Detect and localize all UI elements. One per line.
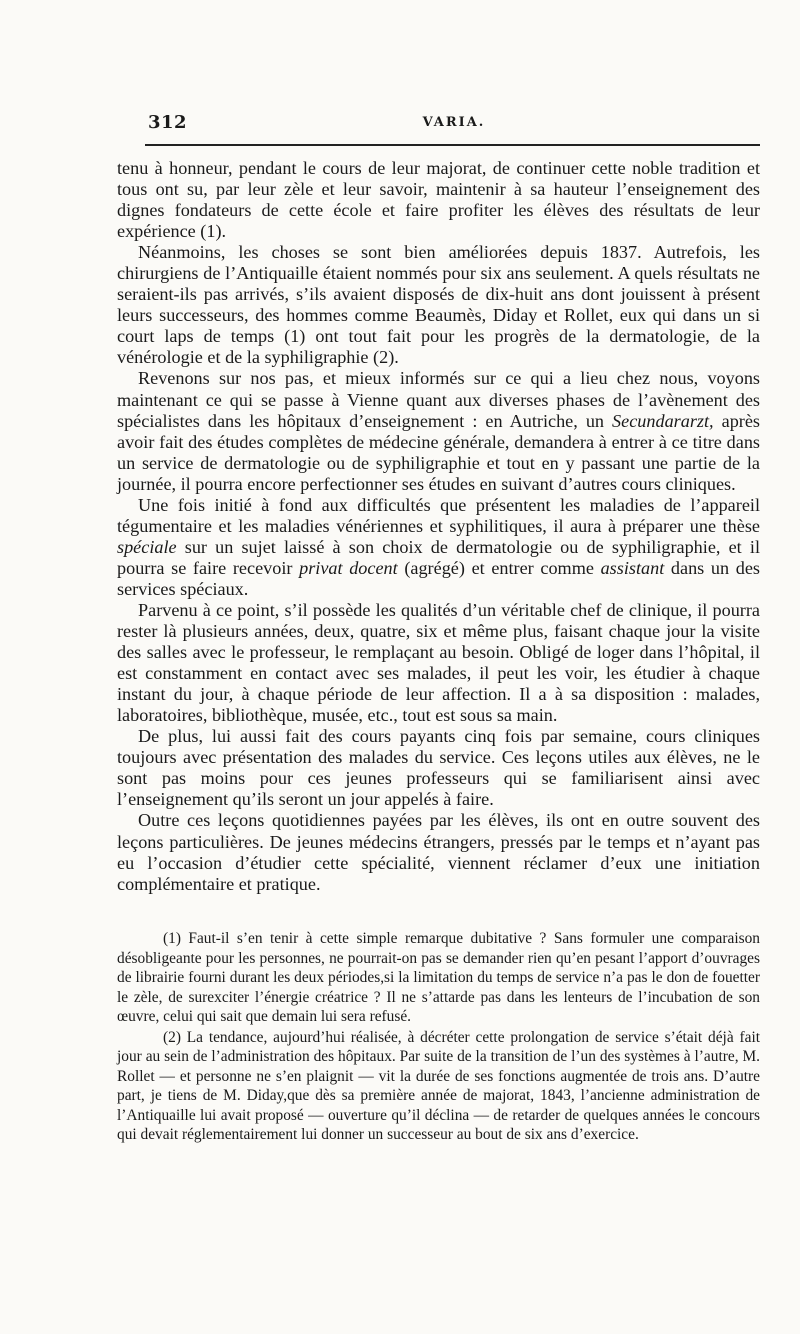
text-run: tenu à honneur, pendant le cours de leur majorat, de continuer cette noble tradition et tous ont su, par leur zèle et leur savoir, maintenir à sa hauteur l’enseignement des dignes fondateurs de cette école et faire profiter les élèves des résultats de leur expérience (1). <box>117 158 760 242</box>
footnotes <box>117 929 760 1146</box>
main-text <box>117 158 760 895</box>
italic-text: spéciale <box>117 536 177 557</box>
footnote: (2) La tendance, aujourd’hui réalisée, à décréter cette prolongation de service s’était déjà fait jour au sein de l’administration des hôpitaux. Par suite de la transition de l’un des systèmes à l’autre, M. Rollet — et personne ne s’en plaignit — vit la durée de ses fonctions augmentée de trois ans. D’autre part, je tiens de M. Diday,que dès sa première année de majorat, 1843, l’ancienne administration de l’Antiquaille lui avait proposé — ouverture qu’il déclina — de retarder de quelques années le concours qui devait réglementairement lui donner un successeur au bout de six ans d’exercice. <box>117 1028 760 1143</box>
text-run: Néanmoins, les choses se sont bien améliorées depuis 1837. Autrefois, les chirurgiens de l’Antiquaille étaient nommés pour six ans seulement. A quels résultats ne seraient-ils pas arrivés, s’ils avaient disposés de dix-huit ans dont jouissent à présent leurs successeurs, des hommes comme Beaumès, Diday et Rollet, eux qui dans un si court laps de temps (1) ont tout fait pour les progrès de la dermatologie, de la vénérologie et de la syphiligraphie (2). <box>117 242 760 368</box>
page-header <box>148 112 760 140</box>
page-number: 312 <box>148 112 188 133</box>
body-paragraph <box>117 158 760 242</box>
italic-text: Secundararzt, <box>612 410 714 431</box>
body-paragraph <box>117 368 760 494</box>
body-paragraph <box>117 600 760 726</box>
body-paragraph <box>117 726 760 810</box>
footnote: (1) Faut-il s’en tenir à cette simple remarque dubitative ? Sans formuler une comparaison désobligeante pour les personnes, ne pourrait-on pas se demander rien qu’en pesant l’apport d’ouvrages de librairie fourni durant les deux périodes,si la limitation du temps de service n’a pas le don de fouetter le zèle, de surexciter l’énergie créatrice ? Il ne s’attarde pas dans les lenteurs de l’incubation de son œuvre, celui qui sait que demain lui sera refusé. <box>117 930 760 1025</box>
text-run: Parvenu à ce point, s’il possède les qualités d’un véritable chef de clinique, il pourra rester là plusieurs années, deux, quatre, six et même plus, faisant chaque jour la visite des salles avec le professeur, le remplaçant au besoin. Obligé de loger dans l’hôpital, il est constamment en contact avec ses malades, il peut les voir, les étudier à chaque instant du jour, à chaque période de leur affection. Il a à sa disposition : malades, laboratoires, bibliothèque, musée, etc., tout est sous sa main. <box>117 599 760 726</box>
text-run: Outre ces leçons quotidiennes payées par les élèves, ils ont en outre souvent des leçons particulières. De jeunes médecins étrangers, pressés par le temps et n’ayant pas eu l’occasion d’étudier cette spécialité, viennent réclamer d’eux une initiation complémentaire et pratique. <box>117 810 760 894</box>
body-paragraph <box>117 242 760 368</box>
body-paragraph <box>117 495 760 600</box>
text-run: De plus, lui aussi fait des cours payants cinq fois par semaine, cours cliniques toujours avec présentation des malades du service. Ces leçons utiles aux élèves, ne le sont pas moins pour ces jeunes professeurs qui se familiarisent ainsi avec l’enseignement qu’ils seront un jour appelés à faire. <box>117 726 760 810</box>
italic-text: privat docent <box>299 557 398 578</box>
text-run: après avoir fait des études complètes de médecine générale, demandera à entrer à ce titre dans un service de dermatologie ou de syphiligraphie et tout en y passant une partie de la journée, il pourra encore perfectionner ses études en suivant d’autres cours cliniques. <box>117 410 760 494</box>
body-paragraph <box>117 810 760 894</box>
running-head: VARIA. <box>422 115 486 130</box>
text-run: Une fois initié à fond aux difficultés que présentent les maladies de l’appareil tégumentaire et les maladies vénériennes et syphilitiques, il aura à préparer une thèse <box>117 494 760 536</box>
text-run: Revenons sur nos pas, et mieux informés sur ce qui a lieu chez nous, voyons maintenant ce qui se passe à Vienne quant aux diverses phases de l’avènement des spécialistes dans les hôpitaux d’enseignement : en Autriche, un <box>117 368 760 431</box>
text-run: sur un sujet laissé à son choix de dermatologie ou de syphiligraphie, et il pourra se faire recevoir <box>117 536 760 578</box>
text-run: dans un des services spéciaux. <box>117 557 760 599</box>
text-run: (agrégé) et entrer comme <box>397 557 601 578</box>
italic-text: assistant <box>600 557 665 578</box>
header-rule <box>145 144 760 146</box>
